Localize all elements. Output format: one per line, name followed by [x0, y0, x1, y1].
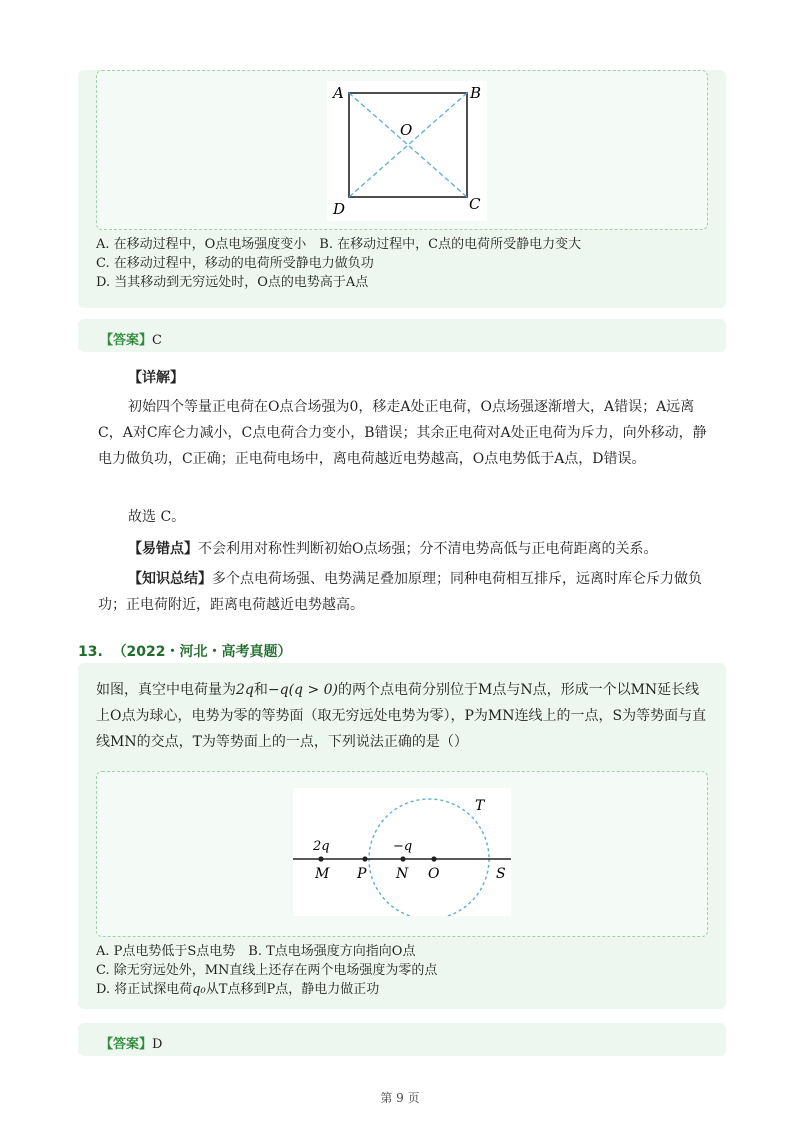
q13-stem: 如图，真空中电荷量为2q和−q(q > 0)的两个点电荷分别位于M点与N点，形成一个以MN延长线上O点为球心，电势为零的等势面（取无穷远处电势为零），P为MN连线上的一点，S为等势面与直线MN的交点，T为等势面上的一点，下列说法正确的是（）: [96, 682, 707, 750]
label-c: C: [469, 195, 481, 213]
q12-option-d: D. 当其移动到无穷远处时，O点的电势高于A点: [96, 275, 369, 290]
q13-source: （2022・河北・高考真题）: [112, 644, 292, 660]
answer-label: 【答案】: [100, 1037, 153, 1052]
charge-q0: q₀: [192, 982, 206, 997]
detail-text: 初始四个等量正电荷在O点合场强为0，移走A处正电荷，O点场强逐渐增大，A错误；A远离C，A对C库仑力减小，C点电荷合力变小，B错误；其余正电荷对A处正电荷为斥力，向外移动，静电力做负功，C正确；正电荷电场中，离电荷越近电势越高，O点电势低于A点，D错误。: [98, 399, 707, 467]
pitfall-paragraph: [98, 536, 718, 562]
label-s: S: [496, 866, 506, 882]
summary-label: 【知识总结】: [128, 571, 212, 587]
q13-option-c: C. 除无穷远处外，MN直线上还存在两个电场强度为零的点: [96, 963, 438, 978]
square-diagram: [327, 81, 487, 221]
page-number: 第 9 页: [380, 1091, 420, 1105]
pitfall-label: 【易错点】: [128, 541, 198, 557]
label-o: O: [400, 121, 413, 139]
q12-option-ab: A. 在移动过程中，O点电场强度变小 B. 在移动过程中，C点的电荷所受静电力变大: [96, 237, 582, 252]
q13-number: 13.: [78, 644, 103, 660]
q13-figure-frame: [96, 771, 708, 937]
answer-value: C: [152, 333, 162, 348]
label-n: N: [396, 866, 409, 882]
label-b: B: [470, 84, 482, 102]
charge-2q: 2q: [236, 682, 254, 698]
q12-options-box: [78, 70, 726, 308]
label-t: T: [475, 798, 485, 814]
answer-label: 【答案】: [100, 333, 153, 348]
summary-text: 多个点电荷场强、电势满足叠加原理；同种电荷相互排斥，远离时库仑斥力做负功；正电荷附近，距离电荷越近电势越高。: [98, 571, 702, 613]
label-p: P: [357, 866, 367, 882]
q13-option-ab: A. P点电势低于S点电势 B. T点电场强度方向指向O点: [96, 944, 416, 959]
pitfall-text: 不会利用对称性判断初始O点场强；分不清电势高低与正电荷距离的关系。: [198, 541, 658, 557]
summary-paragraph: [98, 566, 718, 618]
conclusion-text: 故选 C。: [128, 509, 186, 525]
q13-question-box: [78, 663, 726, 1009]
q13-heading: [78, 641, 292, 661]
label-o: O: [428, 866, 440, 882]
q13-answer: [100, 1033, 162, 1052]
charges-diagram: [293, 788, 511, 916]
detail-heading: 【详解】: [128, 370, 184, 386]
label-neg-q: −q: [393, 839, 413, 854]
label-m: M: [315, 866, 330, 882]
q12-option-c: C. 在移动过程中，移动的电荷所受静电力做负功: [96, 256, 374, 271]
q13-option-d: D. 将正试探电荷q₀从T点移到P点，静电力做正功: [96, 982, 380, 997]
charge-neg-q: −q(q > 0): [267, 682, 338, 698]
q12-figure-frame: [96, 70, 708, 230]
label-d: D: [333, 200, 346, 218]
q12-answer-box: [78, 319, 726, 352]
q13-answer-box: [78, 1023, 726, 1056]
label-a: A: [333, 84, 344, 102]
label-2q: 2q: [313, 839, 330, 854]
answer-value: D: [152, 1037, 163, 1052]
q12-answer: [100, 329, 162, 348]
